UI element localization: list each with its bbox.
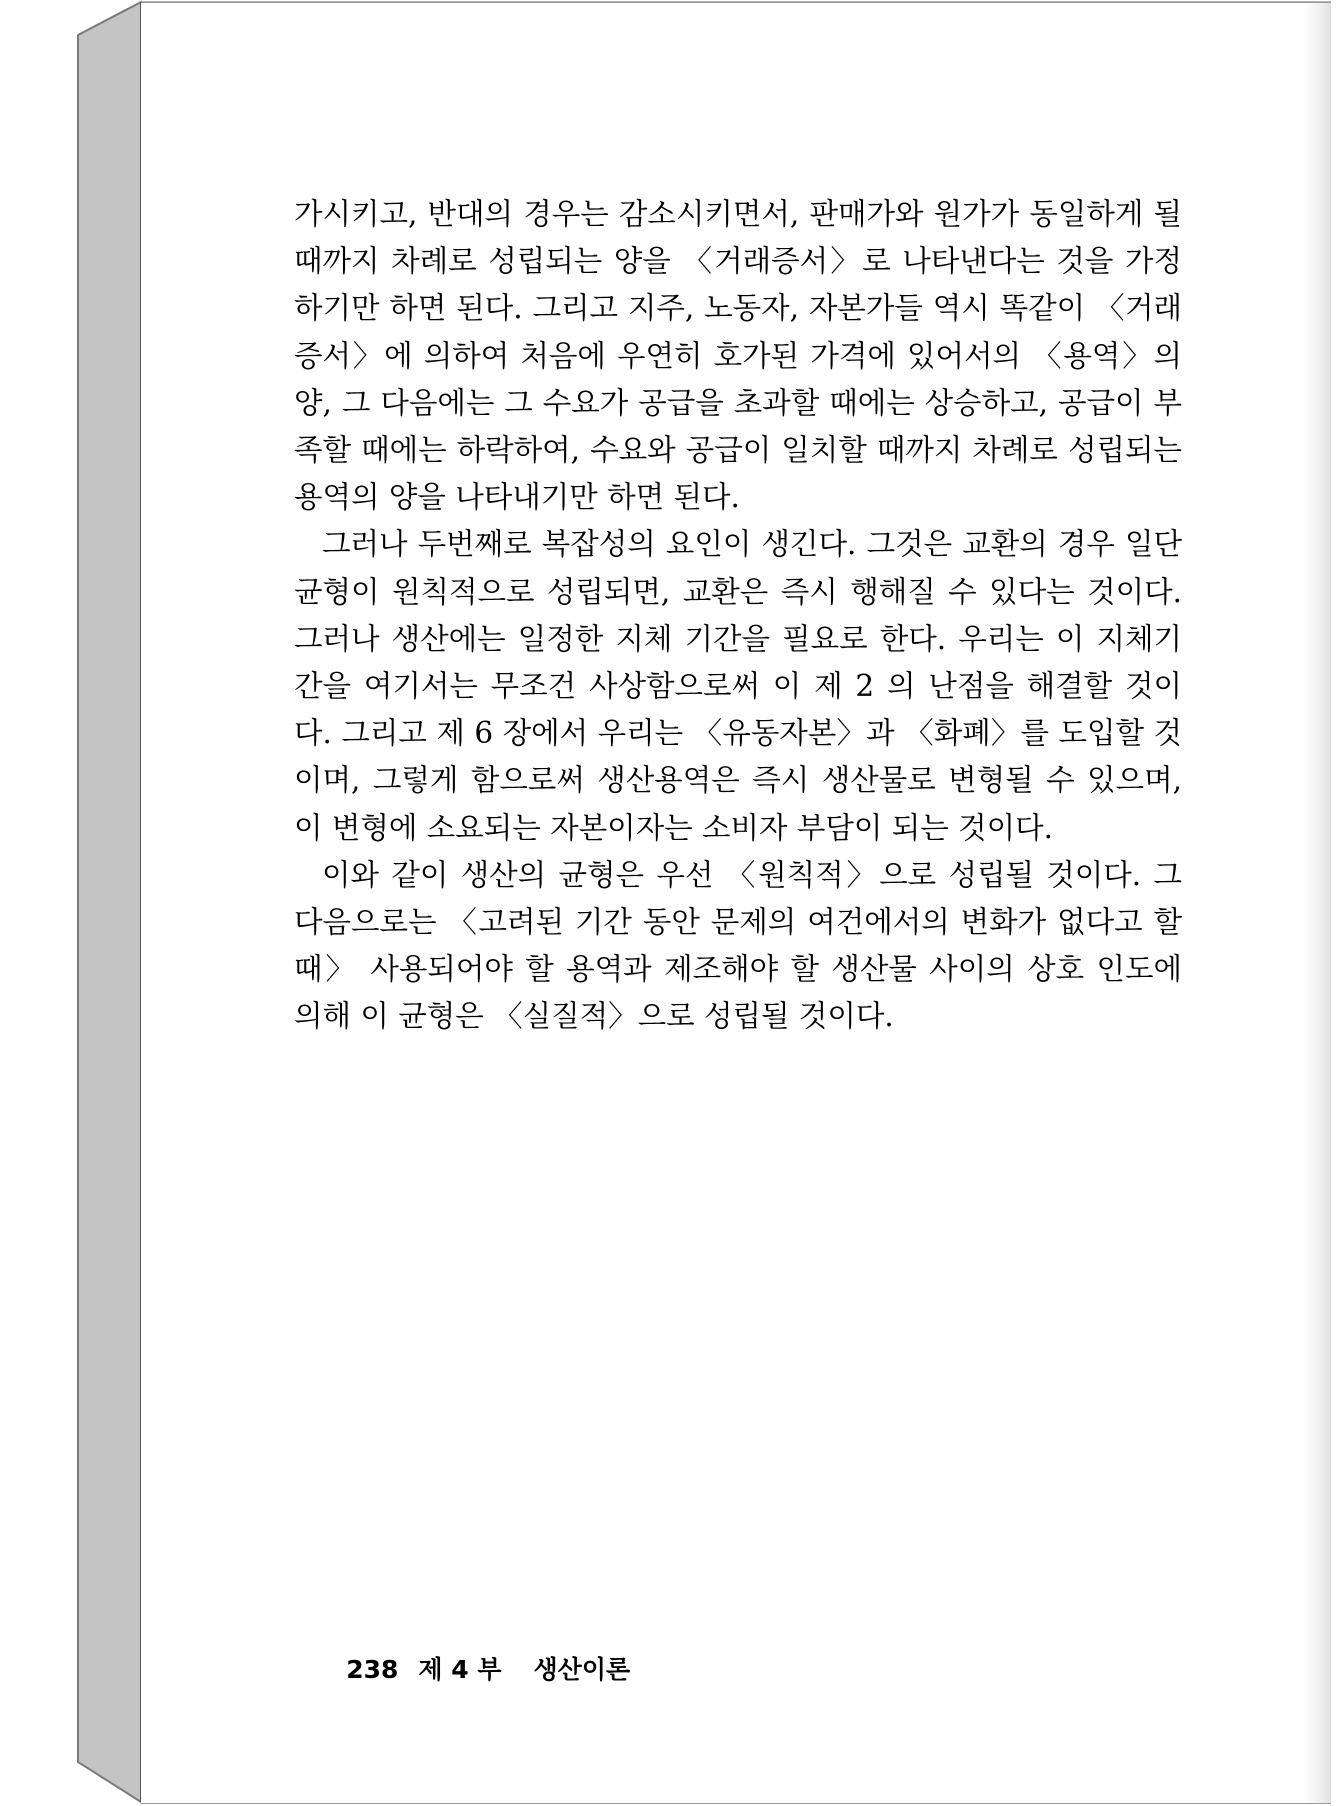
page-footer (294, 1621, 630, 1715)
page-number: 238 (346, 1655, 399, 1684)
page-edge-shadow (1303, 3, 1331, 1803)
paragraph-1: 가시키고, 반대의 경우는 감소시키면서, 판매가와 원가가 동일하게 될 때까지 차례로 성립되는 양을 〈거래증서〉로 나타낸다는 것을 가정하기만 하면 된다. 그리고 지주, 노동자, 자본가들 역시 똑같이 〈거래증서〉에 의하여 처음에 우연히 호가된 가격에 있어서의 〈용역〉의 양, 그 다음에는 그 수요가 공급을 초과할 때에는 상승하고, 공급이 부족할 때에는 하락하여, 수요와 공급이 일치할 때까지 차례로 성립되는 용역의 양을 나타내기만 하면 된다. (294, 197, 1182, 515)
paragraph-2: 그러나 두번째로 복잡성의 요인이 생긴다. 그것은 교환의 경우 일단 균형이 원칙적으로 성립되면, 교환은 즉시 행해질 수 있다는 것이다. 그러나 생산에는 일정한 지체 기간을 필요로 한다. 우리는 이 지체기간을 여기서는 무조건 사상함으로써 이 제 2 의 난점을 해결할 것이다. 그리고 제 6 장에서 우리는 〈유동자본〉과 〈화폐〉를 도입할 것이며, 그렇게 함으로써 생산용역은 즉시 생산물로 변형될 수 있으며, 이 변형에 소요되는 자본이자는 소비자 부담이 되는 것이다. (294, 527, 1182, 845)
paragraph-3: 이와 같이 생산의 균형은 우선 〈원칙적〉으로 성립될 것이다. 그 다음으로는 〈고려된 기간 동안 문제의 여건에서의 변화가 없다고 할 때〉 사용되어야 할 용역과 제조해야 할 생산물 사이의 상호 인도에 의해 이 균형은 〈실질적〉으로 성립될 것이다. (294, 857, 1182, 1034)
part-label: 제 4 부 (418, 1655, 502, 1684)
body-text (294, 191, 1182, 1041)
section-title: 생산이론 (533, 1655, 631, 1684)
page (141, 2, 1331, 1804)
